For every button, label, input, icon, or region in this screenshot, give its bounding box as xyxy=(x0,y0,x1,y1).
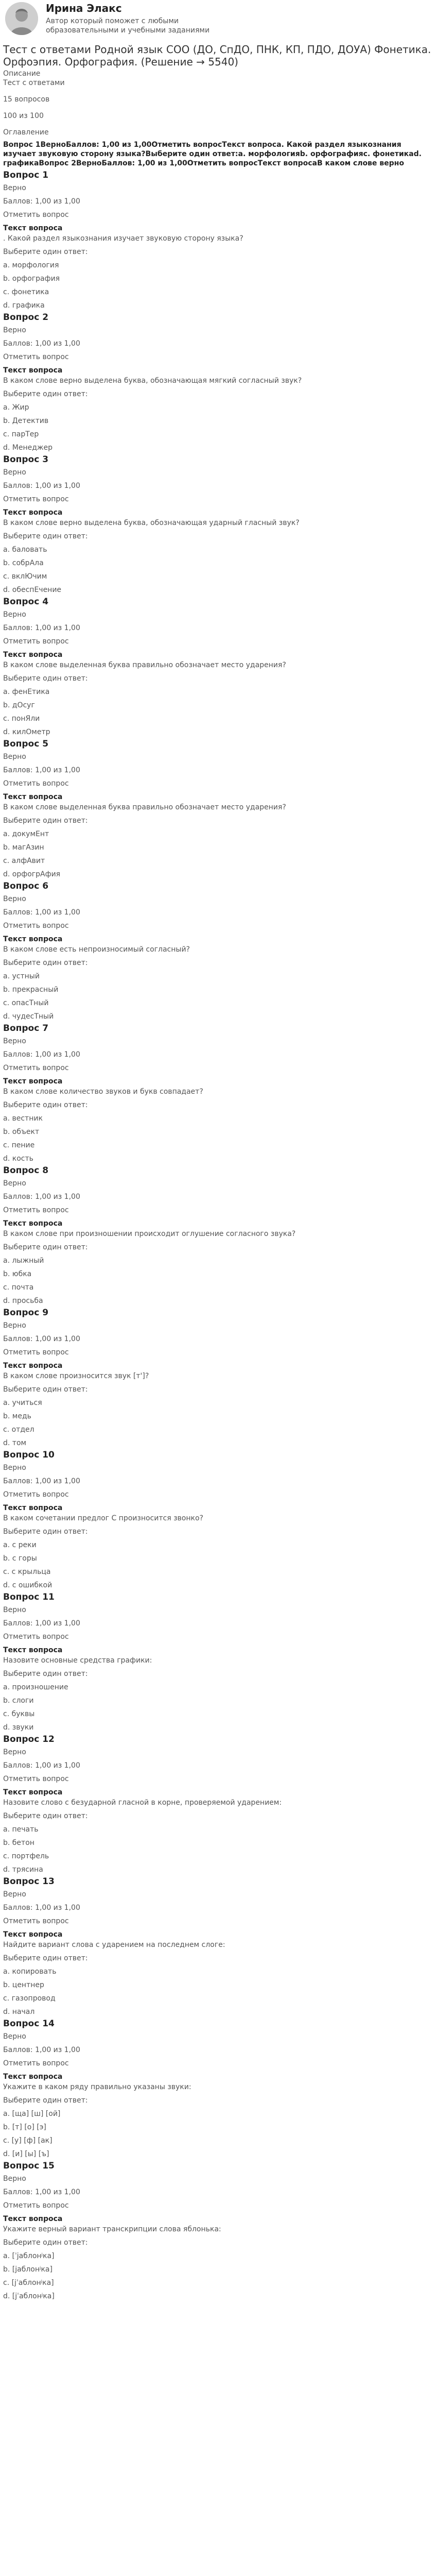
question-status: Верно xyxy=(3,1748,26,1756)
question-score: Баллов: 1,00 из 1,00 xyxy=(3,1477,80,1485)
choose-one-label: Выберите один ответ: xyxy=(3,248,88,256)
flag-question-link[interactable]: Отметить вопрос xyxy=(3,1633,69,1641)
question-status: Верно xyxy=(3,326,26,334)
question-status: Верно xyxy=(3,468,26,477)
questions-count: 15 вопросов xyxy=(3,95,50,104)
flag-question-link[interactable]: Отметить вопрос xyxy=(3,1206,69,1214)
answer-option[interactable]: b. центнер xyxy=(3,1981,44,1989)
answer-option[interactable]: c. [jˈаблонʲка] xyxy=(3,2279,54,2287)
question-score: Баллов: 1,00 из 1,00 xyxy=(3,197,80,206)
answer-option[interactable]: d. том xyxy=(3,1439,27,1447)
answer-option[interactable]: d. чудесТный xyxy=(3,1012,54,1021)
question-score: Баллов: 1,00 из 1,00 xyxy=(3,1619,80,1628)
answer-option[interactable]: b. дОсуг xyxy=(3,701,35,709)
question-score: Баллов: 1,00 из 1,00 xyxy=(3,766,80,774)
flag-question-link[interactable]: Отметить вопрос xyxy=(3,1490,69,1499)
answer-option[interactable]: b. с горы xyxy=(3,1554,37,1563)
answer-option[interactable]: c. [у] [ф] [ак] xyxy=(3,2137,53,2145)
answer-option[interactable]: c. газопровод xyxy=(3,1994,56,2003)
answer-option[interactable]: b. орфография xyxy=(3,275,60,283)
choose-one-label: Выберите один ответ: xyxy=(3,1243,88,1251)
question-text: В каком слове количество звуков и букв совпадает? xyxy=(3,1088,203,1096)
question-status: Верно xyxy=(3,2175,26,2183)
answer-options xyxy=(3,403,433,452)
question-block xyxy=(3,1165,433,1306)
answer-option[interactable]: c. фонетика xyxy=(3,288,49,296)
flag-question-link[interactable]: Отметить вопрос xyxy=(3,2059,69,2067)
question-title: Вопрос 10 xyxy=(3,1450,55,1460)
answer-option[interactable]: a. устный xyxy=(3,972,40,980)
answer-options xyxy=(3,972,433,1021)
question-text-heading: Текст вопроса xyxy=(3,1930,63,1939)
question-title: Вопрос 8 xyxy=(3,1165,49,1176)
question-status: Верно xyxy=(3,1606,26,1614)
answer-options xyxy=(3,1540,433,1590)
question-status: Верно xyxy=(3,1464,26,1472)
flag-question-link[interactable]: Отметить вопрос xyxy=(3,1064,69,1072)
choose-one-label: Выберите один ответ: xyxy=(3,2096,88,2105)
answer-option[interactable]: c. понЯли xyxy=(3,715,40,723)
question-title: Вопрос 9 xyxy=(3,1308,49,1318)
answer-option[interactable]: d. орфогрАфия xyxy=(3,870,61,878)
flag-question-link[interactable]: Отметить вопрос xyxy=(3,922,69,930)
question-text: Укажите верный вариант транскрипции слова яблонька: xyxy=(3,2225,221,2233)
choose-one-label: Выберите один ответ: xyxy=(3,1812,88,1820)
question-text: В каком сочетании предлог С произносится звонко? xyxy=(3,1514,203,1522)
question-block xyxy=(3,881,433,1021)
flag-question-link[interactable]: Отметить вопрос xyxy=(3,637,69,646)
question-block xyxy=(3,1308,433,1448)
answer-option[interactable]: d. звуки xyxy=(3,1723,34,1732)
answer-options xyxy=(3,261,433,310)
question-text-heading: Текст вопроса xyxy=(3,935,63,943)
question-text: В каком слове выделенная буква правильно обозначает место ударения? xyxy=(3,661,286,669)
answer-option[interactable]: d. кость xyxy=(3,1155,33,1163)
answer-option[interactable]: c. с крыльца xyxy=(3,1568,51,1576)
question-block xyxy=(3,1876,433,2016)
answer-options xyxy=(3,687,433,737)
score-range: 100 из 100 xyxy=(3,112,44,120)
question-block xyxy=(3,1450,433,1590)
choose-one-label: Выберите один ответ: xyxy=(3,1101,88,1109)
answer-option[interactable]: d. графика xyxy=(3,301,45,310)
question-block xyxy=(3,454,433,595)
author-name[interactable]: Ирина Элакс xyxy=(46,2,122,14)
choose-one-label: Выберите один ответ: xyxy=(3,2239,88,2247)
answer-option[interactable]: d. [и] [ы] [ъ] xyxy=(3,2150,49,2158)
question-text: Назовите слово с безударной гласной в корне, проверяемой ударением: xyxy=(3,1799,282,1807)
question-score: Баллов: 1,00 из 1,00 xyxy=(3,482,80,490)
answer-option[interactable]: a. копировать xyxy=(3,1968,57,1976)
answer-option[interactable]: c. пение xyxy=(3,1141,35,1149)
choose-one-label: Выберите один ответ: xyxy=(3,1528,88,1536)
answer-option[interactable]: c. отдел xyxy=(3,1426,34,1434)
question-text: В каком слове верно выделена буква, обозначающая ударный гласный звук? xyxy=(3,519,300,527)
question-block xyxy=(3,170,433,310)
answer-option[interactable]: d. начал xyxy=(3,2008,35,2016)
question-score: Баллов: 1,00 из 1,00 xyxy=(3,1904,80,1912)
answer-option[interactable]: a. [ˈjаблонʲка] xyxy=(3,2252,55,2260)
question-status: Верно xyxy=(3,184,26,192)
answer-option[interactable]: a. баловать xyxy=(3,546,47,554)
answer-option[interactable]: c. алфАвит xyxy=(3,857,45,865)
answer-option[interactable]: d. Менеджер xyxy=(3,444,53,452)
question-status: Верно xyxy=(3,895,26,903)
question-score: Баллов: 1,00 из 1,00 xyxy=(3,2188,80,2196)
answer-option[interactable]: a. учиться xyxy=(3,1399,42,1407)
question-title: Вопрос 7 xyxy=(3,1023,49,1033)
flag-question-link[interactable]: Отметить вопрос xyxy=(3,211,69,219)
answer-option[interactable]: d. просьба xyxy=(3,1297,43,1305)
author-card xyxy=(3,0,433,41)
avatar[interactable] xyxy=(5,2,38,35)
answer-option[interactable]: b. медь xyxy=(3,1412,31,1420)
description-text: Тест с ответами xyxy=(3,79,65,87)
question-text: В каком слове верно выделена буква, обозначающая мягкий согласный звук? xyxy=(3,377,302,385)
answer-option[interactable]: a. печать xyxy=(3,1825,39,1834)
answer-option[interactable]: a. [ща] [ш] [ой] xyxy=(3,2110,61,2118)
choose-one-label: Выберите один ответ: xyxy=(3,959,88,967)
question-score: Баллов: 1,00 из 1,00 xyxy=(3,340,80,348)
question-score: Баллов: 1,00 из 1,00 xyxy=(3,624,80,632)
answer-option[interactable]: d. обеспЕчение xyxy=(3,586,62,594)
question-text: В каком слове произносится звук [т']? xyxy=(3,1372,149,1380)
answer-option[interactable]: b. объект xyxy=(3,1128,40,1136)
question-title: Вопрос 12 xyxy=(3,1734,55,1744)
answer-options xyxy=(3,2251,433,2301)
flag-question-link[interactable]: Отметить вопрос xyxy=(3,495,69,503)
choose-one-label: Выберите один ответ: xyxy=(3,674,88,683)
question-title: Вопрос 11 xyxy=(3,1592,55,1602)
question-text-heading: Текст вопроса xyxy=(3,1362,63,1370)
question-status: Верно xyxy=(3,753,26,761)
answer-option[interactable]: c. портфель xyxy=(3,1852,49,1860)
answer-option[interactable]: c. буквы xyxy=(3,1710,35,1718)
answer-options xyxy=(3,2109,433,2159)
question-block xyxy=(3,1023,433,1163)
answer-option[interactable]: b. слоги xyxy=(3,1697,34,1705)
question-score: Баллов: 1,00 из 1,00 xyxy=(3,908,80,917)
answer-option[interactable]: d. [jˈаблонʲка] xyxy=(3,2292,55,2300)
answer-options xyxy=(3,1683,433,1732)
question-score: Баллов: 1,00 из 1,00 xyxy=(3,1761,80,1770)
answer-option[interactable]: d. трясина xyxy=(3,1866,43,1874)
answer-option[interactable]: a. лыжный xyxy=(3,1257,44,1265)
answer-options xyxy=(3,1825,433,1874)
flag-question-link[interactable]: Отметить вопрос xyxy=(3,2201,69,2210)
question-block xyxy=(3,2161,433,2301)
choose-one-label: Выберите один ответ: xyxy=(3,1954,88,1962)
answer-option[interactable]: b. собрАла xyxy=(3,559,44,567)
test-summary: Вопрос 1ВерноБаллов: 1,00 из 1,00Отметить вопросТекст вопроса. Какой раздел языкознания изучает звуковую сторону языка?Выберите один ответ:a. морфологияb. орфографияc. фонетикаd. графикаВопрос 2ВерноБаллов: 1,00 из 1,00Отметить вопросТекст вопросаВ каком слове верно xyxy=(3,141,422,167)
question-score: Баллов: 1,00 из 1,00 xyxy=(3,1335,80,1343)
choose-one-label: Выберите один ответ: xyxy=(3,817,88,825)
answer-option[interactable]: a. произношение xyxy=(3,1683,68,1691)
question-score: Баллов: 1,00 из 1,00 xyxy=(3,1193,80,1201)
question-status: Верно xyxy=(3,2032,26,2041)
answer-option[interactable]: b. [т] [о] [э] xyxy=(3,2123,46,2131)
question-text-heading: Текст вопроса xyxy=(3,651,63,659)
question-text-heading: Текст вопроса xyxy=(3,2073,63,2081)
question-text: В каком слове выделенная буква правильно обозначает место ударения? xyxy=(3,803,286,811)
question-title: Вопрос 4 xyxy=(3,597,49,607)
question-block xyxy=(3,2019,433,2159)
question-title: Вопрос 2 xyxy=(3,312,49,323)
choose-one-label: Выберите один ответ: xyxy=(3,532,88,540)
flag-question-link[interactable]: Отметить вопрос xyxy=(3,1917,69,1925)
answer-options xyxy=(3,829,433,879)
flag-question-link[interactable]: Отметить вопрос xyxy=(3,1775,69,1783)
toc-label: Оглавление xyxy=(3,128,49,137)
answer-option[interactable]: d. с ошибкой xyxy=(3,1581,53,1589)
answer-option[interactable]: a. докумЕнт xyxy=(3,830,49,838)
answer-option[interactable]: b. прекрасный xyxy=(3,986,59,994)
answer-options xyxy=(3,1256,433,1306)
question-text-heading: Текст вопроса xyxy=(3,1504,63,1512)
question-text: . Какой раздел языкознания изучает звуковую сторону языка? xyxy=(3,234,243,243)
question-status: Верно xyxy=(3,1890,26,1899)
answer-option[interactable]: a. с реки xyxy=(3,1541,37,1549)
question-block xyxy=(3,1734,433,1874)
question-text-heading: Текст вопроса xyxy=(3,509,63,517)
question-text: Назовите основные средства графики: xyxy=(3,1656,152,1665)
author-description: Автор который поможет с любыми образовательными и учебными заданиями xyxy=(46,17,210,35)
flag-question-link[interactable]: Отметить вопрос xyxy=(3,1348,69,1357)
avatar-photo xyxy=(5,2,38,35)
question-text: Найдите вариант слова с ударением на последнем слоге: xyxy=(3,1941,225,1949)
question-title: Вопрос 14 xyxy=(3,2019,55,2029)
answer-option[interactable]: d. килОметр xyxy=(3,728,50,736)
question-text: Укажите в каком ряду правильно указаны звуки: xyxy=(3,2083,191,2091)
question-text-heading: Текст вопроса xyxy=(3,793,63,801)
answer-option[interactable]: c. вклЮчим xyxy=(3,572,47,581)
choose-one-label: Выберите один ответ: xyxy=(3,1670,88,1678)
question-title: Вопрос 13 xyxy=(3,1876,55,1887)
answer-option[interactable]: b. Детектив xyxy=(3,417,49,425)
question-text-heading: Текст вопроса xyxy=(3,1219,63,1228)
answer-option[interactable]: c. почта xyxy=(3,1283,34,1292)
question-text-heading: Текст вопроса xyxy=(3,224,63,232)
answer-option[interactable]: b. [jаблонʲка] xyxy=(3,2265,53,2274)
test-title: Тест с ответами Родной язык СОО (ДО, СпДО, ПНК, КП, ПДО, ДОУА) Фонетика. Орфоэпия. Орфография. (Решение → 5540) xyxy=(3,43,431,68)
question-block xyxy=(3,1592,433,1732)
flag-question-link[interactable]: Отметить вопрос xyxy=(3,353,69,361)
answer-option[interactable]: a. фенЕтика xyxy=(3,688,50,696)
question-text-heading: Текст вопроса xyxy=(3,1788,63,1797)
answer-options xyxy=(3,1398,433,1448)
question-block xyxy=(3,312,433,452)
answer-option[interactable]: a. Жир xyxy=(3,403,29,412)
flag-question-link[interactable]: Отметить вопрос xyxy=(3,779,69,788)
question-title: Вопрос 6 xyxy=(3,881,49,891)
question-text-heading: Текст вопроса xyxy=(3,1646,63,1654)
question-text-heading: Текст вопроса xyxy=(3,2215,63,2223)
question-score: Баллов: 1,00 из 1,00 xyxy=(3,1050,80,1059)
question-text-heading: Текст вопроса xyxy=(3,1077,63,1086)
question-title: Вопрос 3 xyxy=(3,454,49,465)
choose-one-label: Выберите один ответ: xyxy=(3,390,88,398)
question-title: Вопрос 1 xyxy=(3,170,49,180)
question-block xyxy=(3,597,433,737)
question-title: Вопрос 15 xyxy=(3,2161,55,2171)
questions-list xyxy=(3,170,433,2301)
answer-options xyxy=(3,1967,433,2016)
choose-one-label: Выберите один ответ: xyxy=(3,1385,88,1394)
question-status: Верно xyxy=(3,611,26,619)
answer-option[interactable]: a. вестник xyxy=(3,1114,43,1123)
question-block xyxy=(3,739,433,879)
answer-options xyxy=(3,1114,433,1163)
question-status: Верно xyxy=(3,1179,26,1188)
answer-option[interactable]: c. опасТный xyxy=(3,999,49,1007)
question-text-heading: Текст вопроса xyxy=(3,366,63,375)
question-text: В каком слове при произношении происходит оглушение согласного звука? xyxy=(3,1230,296,1238)
question-title: Вопрос 5 xyxy=(3,739,49,749)
answer-option[interactable]: b. магАзин xyxy=(3,843,44,852)
answer-option[interactable]: a. морфология xyxy=(3,261,59,269)
question-status: Верно xyxy=(3,1037,26,1045)
answer-option[interactable]: b. бетон xyxy=(3,1839,34,1847)
answer-options xyxy=(3,545,433,595)
question-status: Верно xyxy=(3,1321,26,1330)
answer-option[interactable]: b. юбка xyxy=(3,1270,32,1278)
question-text: В каком слове есть непроизносимый согласный? xyxy=(3,945,190,954)
description-label: Описание xyxy=(3,70,41,78)
question-score: Баллов: 1,00 из 1,00 xyxy=(3,2046,80,2054)
answer-option[interactable]: c. парТер xyxy=(3,430,39,438)
